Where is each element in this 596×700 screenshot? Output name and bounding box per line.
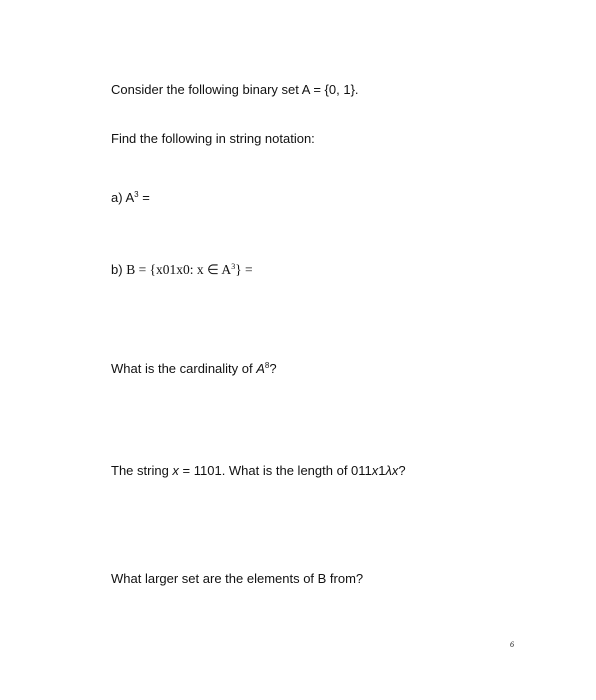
question-length <box>111 463 406 479</box>
question-superset <box>111 571 363 587</box>
question-a-exponent: 3 <box>134 190 139 199</box>
question-length-middle: = 1101. What is the length of 011 <box>178 463 372 478</box>
question-b-expression <box>126 262 252 277</box>
question-a-equals: = <box>142 190 150 205</box>
question-cardinality-text: What is the cardinality of <box>111 361 257 376</box>
question-length-variable: x <box>172 463 179 478</box>
question-b-expression-after: } = <box>235 262 253 277</box>
instruction <box>111 131 315 147</box>
question-a-set: A <box>125 190 135 205</box>
question-b-exponent: 3 <box>231 262 236 271</box>
question-length-end: ? <box>398 463 406 478</box>
question-cardinality <box>111 361 277 377</box>
question-cardinality-set: A <box>256 361 265 376</box>
problem-statement <box>111 82 359 98</box>
question-length-expr-x2: x <box>391 463 399 478</box>
question-length-expr-one: 1 <box>378 463 386 478</box>
question-cardinality-exponent: 8 <box>264 361 270 370</box>
problem-statement-text: Consider the following binary set A = {0, 1}. <box>111 82 359 97</box>
page-mark: 6 <box>510 640 514 649</box>
question-b <box>111 262 253 278</box>
question-a-label: a) <box>111 190 123 205</box>
question-cardinality-end: ? <box>269 361 277 376</box>
instruction-text: Find the following in string notation: <box>111 131 315 146</box>
question-b-expression-before: B = {x01x0: x ∈ A <box>126 262 232 277</box>
question-length-expr-lambda: λ <box>385 463 392 478</box>
question-length-prefix: The string <box>111 463 173 478</box>
question-length-expr-x: x <box>371 463 379 478</box>
question-superset-text: What larger set are the elements of B from? <box>111 571 364 586</box>
question-b-label: b) <box>111 262 123 277</box>
question-a <box>111 190 150 206</box>
